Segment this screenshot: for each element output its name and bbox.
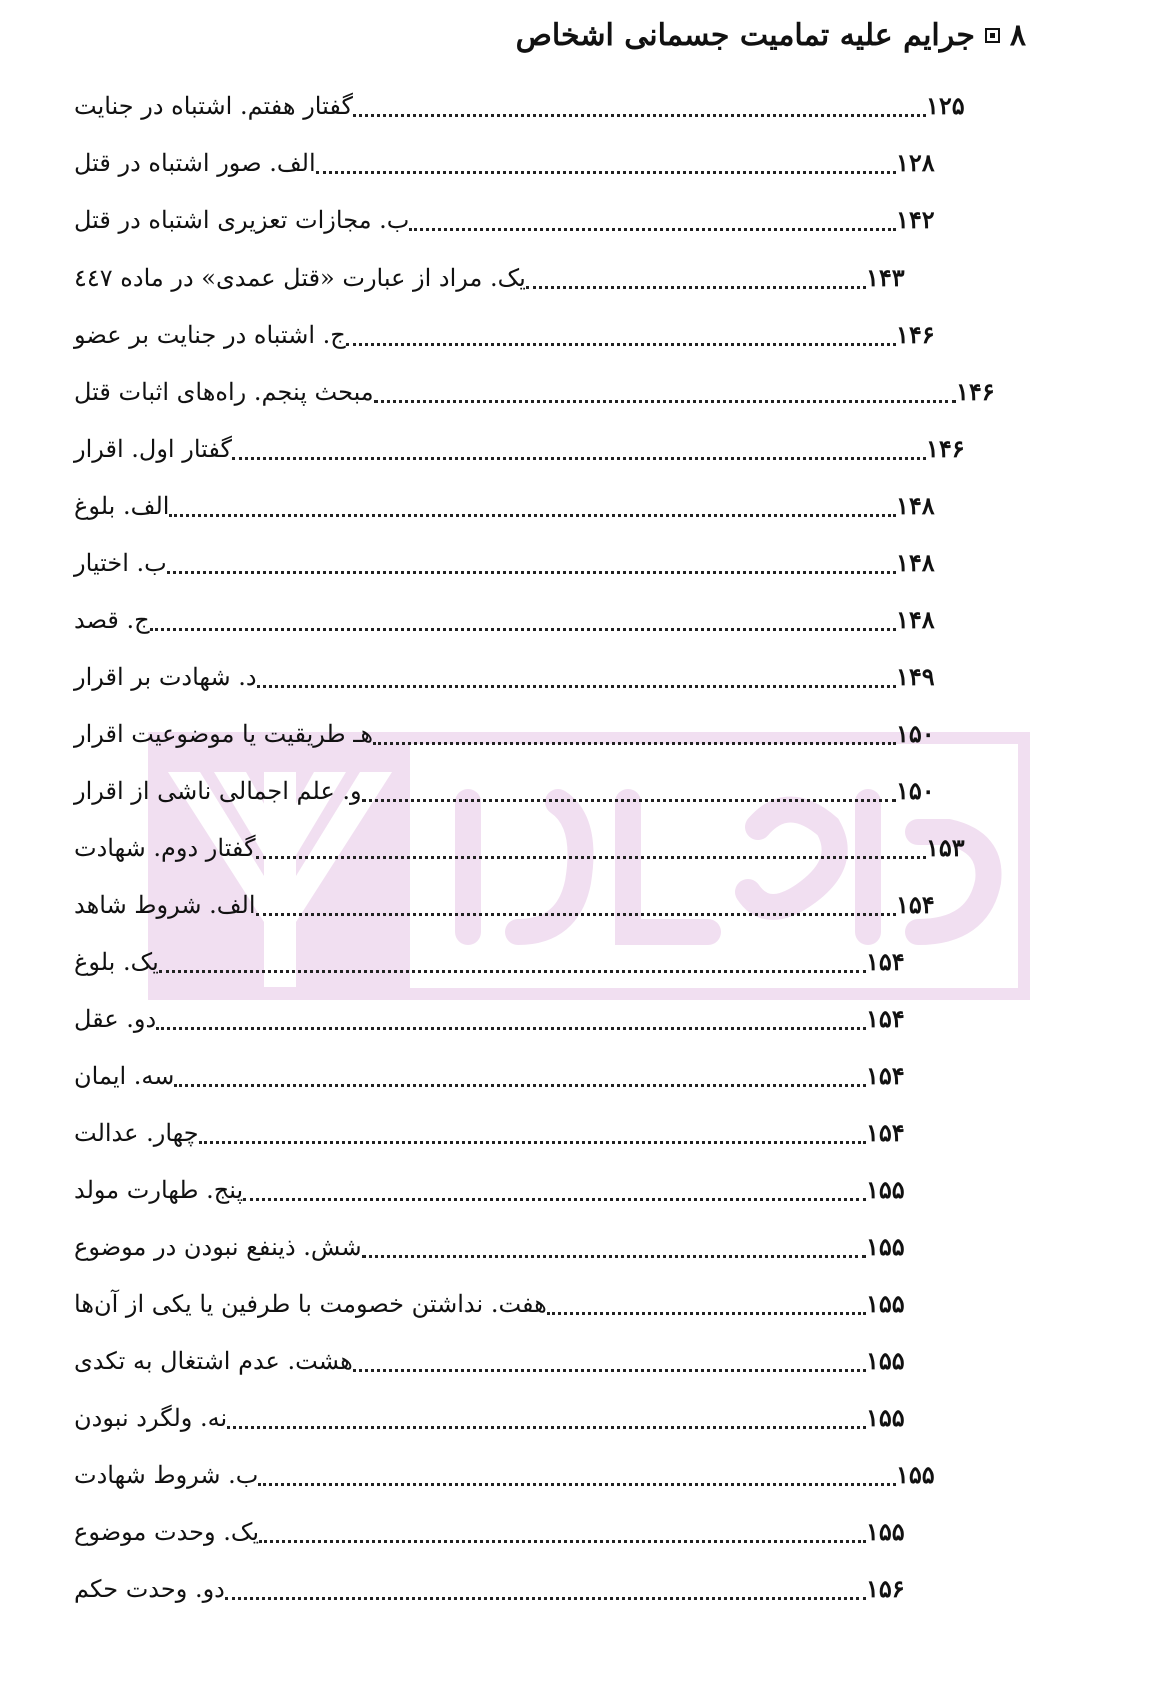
toc-row[interactable]	[72, 317, 944, 353]
toc-page-number: ۱۴۸	[896, 548, 935, 577]
toc-row[interactable]	[72, 1343, 914, 1379]
toc-page-number: ۱۵۴	[896, 890, 935, 919]
toc-row[interactable]	[72, 1400, 914, 1436]
dot-leader	[373, 716, 896, 752]
toc-page-number: ۱۵۴	[866, 1004, 905, 1033]
dot-leader	[256, 887, 896, 923]
toc-row[interactable]	[72, 260, 914, 296]
toc-page-number: ۱۵۵	[896, 1460, 935, 1489]
toc-entry-title: و. علم اجمالی ناشی از اقرار	[74, 777, 362, 805]
dot-leader	[362, 1229, 866, 1265]
toc-page-number: ۱۵۵	[866, 1346, 905, 1375]
toc-page-number: ۱۵۵	[866, 1289, 905, 1318]
toc-page-number: ۱۵۵	[866, 1175, 905, 1204]
toc-page-number: ۱۵۰	[896, 776, 935, 805]
toc-page-number: ۱۴۸	[896, 605, 935, 634]
toc-entry-title: گفتار اول. اقرار	[74, 435, 232, 463]
toc-row[interactable]	[72, 1115, 914, 1151]
dot-leader	[150, 602, 896, 638]
toc-page-number: ۱۴۳	[866, 263, 905, 292]
toc-entry-title: چهار. عدالت	[74, 1119, 199, 1147]
toc-row[interactable]	[72, 830, 974, 866]
toc-page-number: ۱۴۸	[896, 491, 935, 520]
toc-entry-title: د. شهادت بر اقرار	[74, 663, 257, 691]
dot-leader	[159, 944, 866, 980]
toc-row[interactable]	[72, 716, 944, 752]
toc-entry-title: ب. اختیار	[74, 549, 167, 577]
dot-leader	[156, 1001, 866, 1037]
toc-entry-title: هفت. نداشتن خصومت با طرفین یا یکی از آن‌ها	[74, 1290, 547, 1318]
toc-entry-title: یک. مراد از عبارت «قتل عمدی» در ماده ٤٤٧	[74, 264, 526, 292]
dot-leader	[232, 431, 926, 467]
toc-entry-title: الف. بلوغ	[74, 492, 170, 520]
toc-entry-title: پنج. طهارت مولد	[74, 1176, 244, 1204]
toc-row[interactable]	[72, 1457, 944, 1493]
toc-page-number: ۱۴۶	[896, 320, 935, 349]
toc-row[interactable]	[72, 145, 944, 181]
toc-row[interactable]	[72, 1058, 914, 1094]
toc-page-number: ۱۵۵	[866, 1232, 905, 1261]
toc-row[interactable]	[72, 202, 944, 238]
dot-leader	[225, 1571, 866, 1607]
toc-entry-title: سه. ایمان	[74, 1062, 175, 1090]
dot-leader	[199, 1115, 866, 1151]
dot-leader	[243, 1172, 866, 1208]
toc-row[interactable]	[72, 1286, 914, 1322]
toc-row[interactable]	[72, 488, 944, 524]
toc-entry-title: ج. قصد	[74, 606, 150, 634]
dot-leader	[409, 202, 896, 238]
dot-leader	[256, 830, 927, 866]
toc-entry-title: دو. وحدت حکم	[74, 1575, 225, 1603]
toc-entry-title: شش. ذینفع نبودن در موضوع	[74, 1233, 362, 1261]
toc-entry-title: یک. بلوغ	[74, 948, 159, 976]
dot-leader	[362, 773, 896, 809]
toc-page-number: ۱۴۹	[896, 662, 935, 691]
dot-leader	[167, 545, 896, 581]
toc-row[interactable]	[72, 545, 944, 581]
toc-page-number: ۱۵۴	[866, 1118, 905, 1147]
toc-row[interactable]	[72, 1001, 914, 1037]
toc-row[interactable]	[72, 887, 944, 923]
toc-row[interactable]	[72, 944, 914, 980]
toc-row[interactable]	[72, 431, 974, 467]
dot-leader	[353, 88, 926, 124]
toc-row[interactable]	[72, 602, 944, 638]
dot-leader	[346, 317, 896, 353]
header-page-number: ۸	[1009, 18, 1026, 53]
dot-leader	[526, 260, 866, 296]
toc-row[interactable]	[72, 88, 974, 124]
toc-entry-title: گفتار هفتم. اشتباه در جنایت	[74, 92, 353, 120]
dot-leader	[374, 374, 956, 410]
toc-entry-title: نه. ولگرد نبودن	[74, 1404, 228, 1432]
toc-row[interactable]	[72, 374, 1004, 410]
dot-leader	[258, 1457, 896, 1493]
dot-leader	[316, 145, 896, 181]
toc-row[interactable]	[72, 659, 944, 695]
toc-row[interactable]	[72, 1172, 914, 1208]
dot-leader	[227, 1400, 866, 1436]
toc-row[interactable]	[72, 773, 944, 809]
dot-leader	[259, 1514, 866, 1550]
toc-row[interactable]	[72, 1571, 914, 1607]
header-title: جرایم علیه تمامیت جسمانی اشخاص	[515, 18, 975, 53]
toc-entry-title: ج. اشتباه در جنایت بر عضو	[74, 321, 346, 349]
toc-page-number: ۱۵۰	[896, 719, 935, 748]
toc-page-number: ۱۲۸	[896, 148, 935, 177]
toc-page-number: ۱۲۵	[926, 91, 965, 120]
toc-page-number: ۱۵۵	[866, 1517, 905, 1546]
toc-entry-title: دو. عقل	[74, 1005, 157, 1033]
toc-entry-title: الف. صور اشتباه در قتل	[74, 149, 316, 177]
toc-row[interactable]	[72, 1514, 914, 1550]
toc-page-number: ۱۴۶	[956, 377, 995, 406]
toc-page-number: ۱۴۶	[926, 434, 965, 463]
toc-entry-title: هشت. عدم اشتغال به تکدی	[74, 1347, 353, 1375]
toc-page-number: ۱۵۳	[926, 833, 965, 862]
toc-entry-title: مبحث پنجم. راه‌های اثبات قتل	[74, 378, 374, 406]
dot-leader	[257, 659, 896, 695]
dot-leader	[174, 1058, 866, 1094]
toc-row[interactable]	[72, 1229, 914, 1265]
toc-page-number: ۱۵۴	[866, 1061, 905, 1090]
toc-page-number: ۱۵۶	[866, 1574, 905, 1603]
toc-entry-title: هـ طریقیت یا موضوعیت اقرار	[74, 720, 373, 748]
dot-leader	[353, 1343, 866, 1379]
toc-page-number: ۱۴۲	[896, 205, 935, 234]
toc-entry-title: ب. شروط شهادت	[74, 1461, 259, 1489]
toc-entry-title: گفتار دوم. شهادت	[74, 834, 256, 862]
toc-entry-title: الف. شروط شاهد	[74, 891, 256, 919]
dot-leader	[547, 1286, 866, 1322]
toc-page-number: ۱۵۴	[866, 947, 905, 976]
toc-entry-title: یک. وحدت موضوع	[74, 1518, 260, 1546]
toc-page-number: ۱۵۵	[866, 1403, 905, 1432]
toc-entry-title: ب. مجازات تعزیری اشتباه در قتل	[74, 206, 410, 234]
dot-leader	[169, 488, 896, 524]
